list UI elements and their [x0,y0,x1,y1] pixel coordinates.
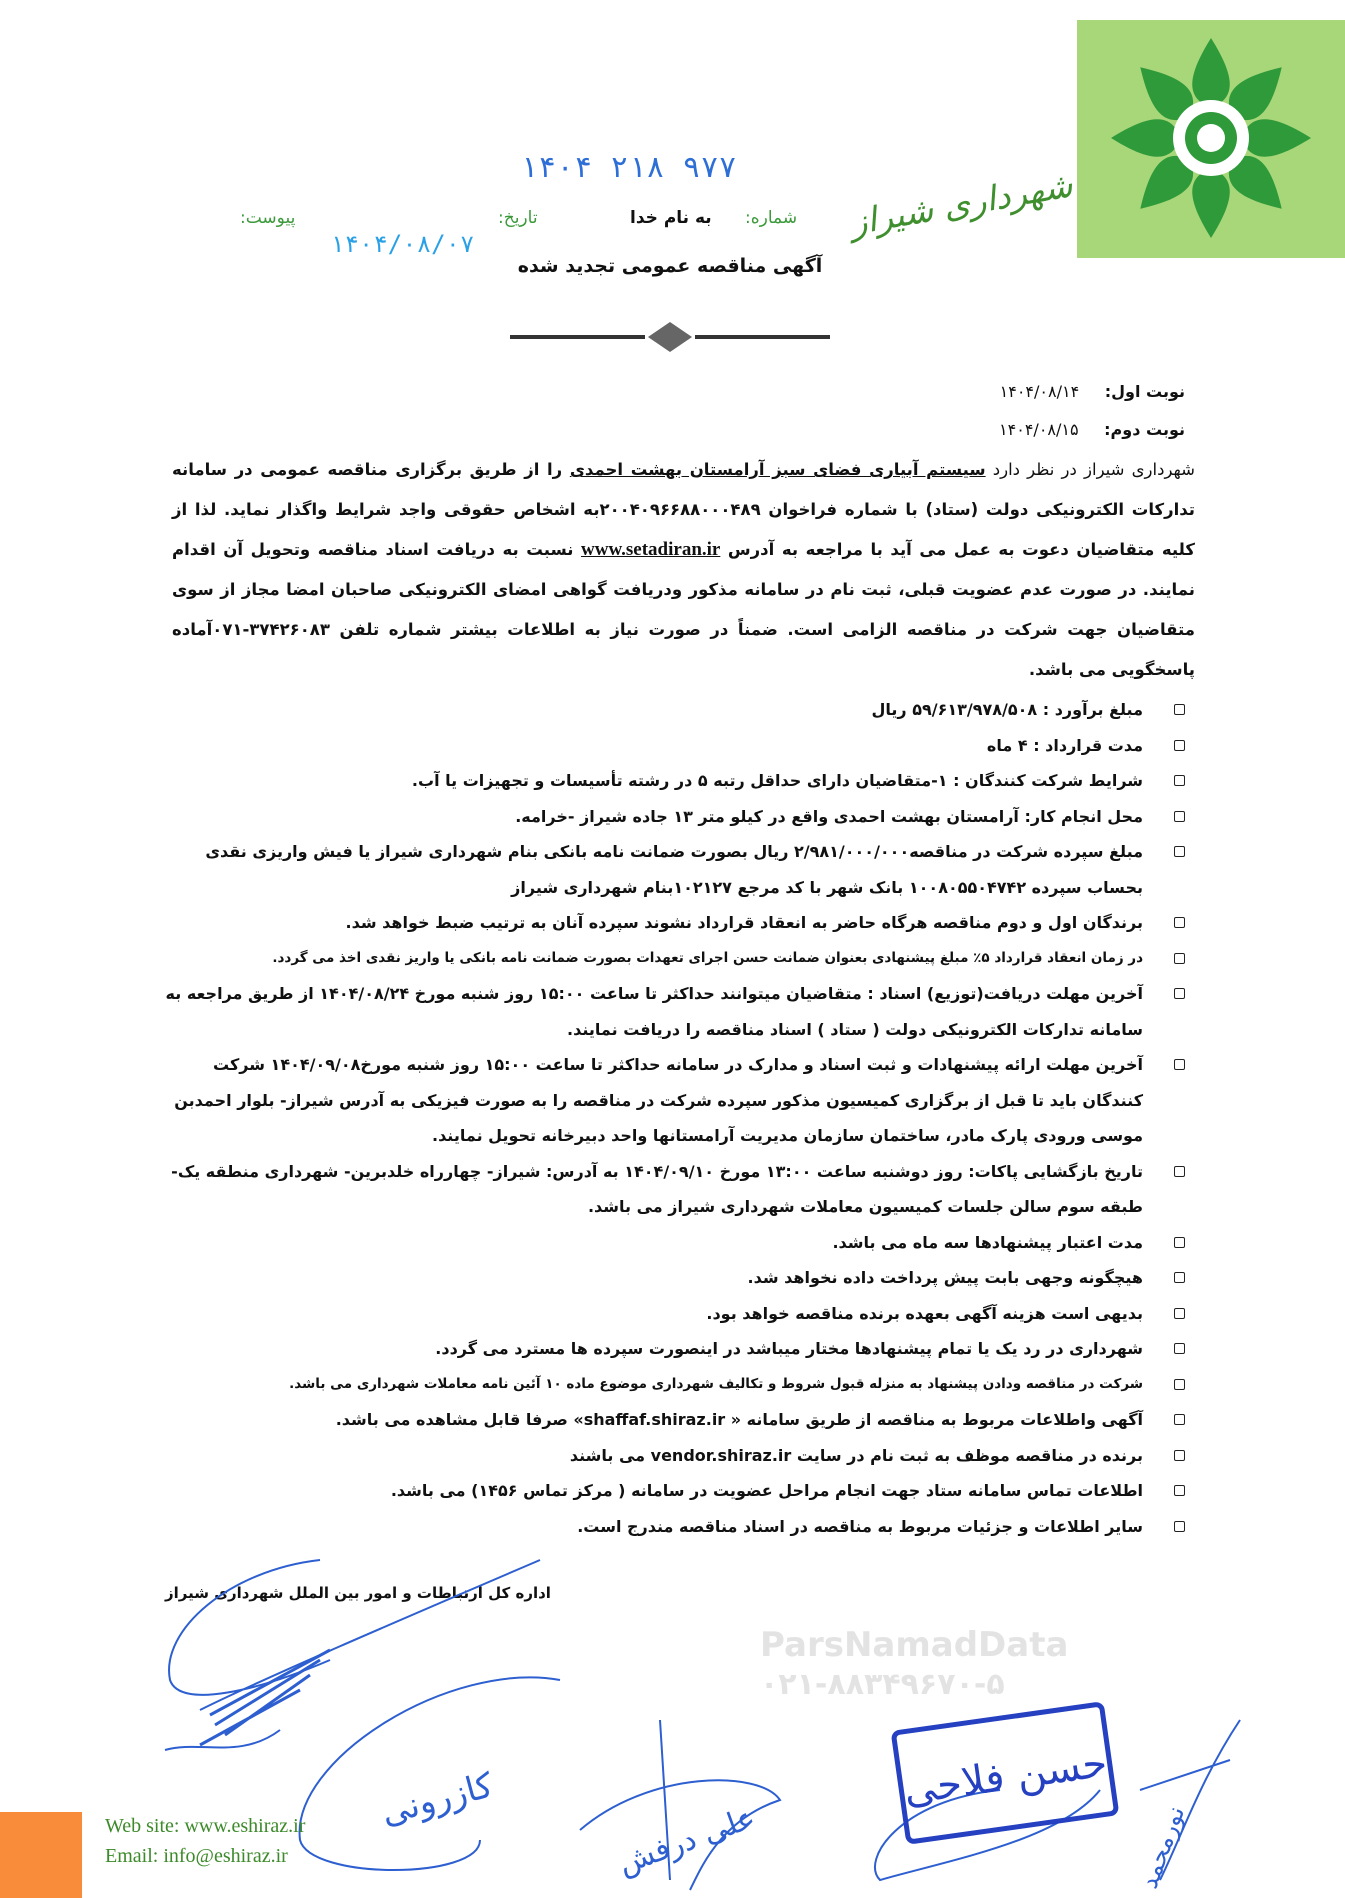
bullet-square-icon [1174,1521,1185,1532]
bullet-square-icon [1174,953,1185,964]
letter-number-handwritten: ۱۴۰۴ ۲۱۸ ۹۷۷ [520,150,737,185]
watermark-phone: ۰۲۱-۸۸۳۴۹۶۷۰-۵ [760,1667,1005,1702]
list-item [165,1438,1195,1474]
number-label: شماره: [745,208,798,228]
second-publication-label: نوبت دوم: [1104,420,1185,439]
list-item [165,1296,1195,1332]
list-item [165,941,1195,977]
bullet-square-icon [1174,1450,1185,1461]
list-item [165,692,1195,728]
list-item [165,1402,1195,1438]
first-publication [1000,382,1185,401]
bullet-square-icon [1174,1379,1185,1390]
list-item-text: محل انجام کار: آرامستان بهشت احمدی واقع در کیلو متر ۱۳ جاده شیراز -خرامه. [515,806,1143,826]
list-item [165,1367,1195,1403]
bullet-square-icon [1174,1414,1185,1425]
list-item-text: آخرین مهلت ارائه پیشنهادات و ثبت اسناد و مدارک در سامانه حداکثر تا ساعت ۱۵:۰۰ روز شنبه مورخ۱۴۰۴/۰۹/۰۸ شرکت کنندگان باید تا قبل از برگزاری کمیسیون مذکور سپرده شرکت در مناقصه را به صورت فیزیکی به آدرس شیراز- بلوار احمدبن موسی ورودی پارک مادر، ساختمان سازمان مدیریت آرامستانها واحد دبیرخانه تحویل نمایند. [174,1055,1143,1145]
bullet-square-icon [1174,1166,1185,1177]
bullet-square-icon [1174,811,1185,822]
list-item-text: شهرداری در رد یک یا تمام پیشنهادها مختار میباشد در اینصورت سپرده ها مسترد می گردد. [435,1339,1143,1358]
list-item-text: اطلاعات تماس سامانه ستاد جهت انجام مراحل عضویت در سامانه ( مرکز تماس ۱۴۵۶) می باشد. [390,1481,1143,1500]
orange-corner-block [0,1812,82,1898]
email-text[interactable]: Email: info@eshiraz.ir [105,1845,288,1867]
setadiran-link[interactable]: www.setadiran.ir [581,539,721,560]
bullet-square-icon [1174,1343,1185,1354]
signature-3 [580,1720,780,1890]
signature-1-text: کازرونی [377,1765,498,1834]
paragraph-text: نسبت به دریافت اسناد مناقصه وتحویل آن اقدام نمایند. در صورت عدم عضویت قبلی، ثبت نام در سامانه مذکور ودریافت گواهی امضای الکترونیکی صاحبان امضا مجاز از سوی متقاضیان جهت شرکت در مناقصه الزامی است. ضمناً در صورت نیاز به اطلاعات بیشتر شماره تلفن ۳۷۴۲۶۰۸۳-۰۷۱آماده پاسخگویی می باشد. [172,540,1195,679]
first-publication-label: نوبت اول: [1104,382,1185,401]
list-item-text: شرکت در مناقصه ودادن پیشنهاد به منزله قبول شروط و تکالیف شهرداری موضوع ماده ۱۰ آئین نامه معاملات شهرداری می باشد. [289,1375,1143,1392]
list-item-text: مبلغ سپرده شرکت در مناقصه۲/۹۸۱/۰۰۰/۰۰۰ ریال بصورت ضمانت نامه بانکی بنام شهرداری شیراز یا فیش واریزی نقدی بحساب سپرده ۱۰۰۸۰۵۵۰۴۷۴۲ بانک شهر با کد مرجع ۱۰۲۱۲۷بنام شهرداری شیراز [205,842,1143,897]
list-item [165,799,1195,835]
bullet-square-icon [1174,988,1185,999]
bismillah: به نام خدا [630,208,712,228]
list-item-text: هیچگونه وجهی بابت پیش پرداخت داده نخواهد شد. [747,1268,1143,1287]
bullet-square-icon [1174,1059,1185,1070]
bullet-square-icon [1174,704,1185,715]
list-item [165,1260,1195,1296]
list-item [165,1047,1195,1154]
list-item [165,1331,1195,1367]
list-item-text: آگهی واطلاعات مربوط به مناقصه از طریق سامانه « shaffaf.shiraz.ir» صرفا قابل مشاهده می باشد. [335,1410,1143,1429]
signature-1-strokes [200,1650,330,1745]
bullet-square-icon [1174,775,1185,786]
list-item-text: در زمان انعقاد قرارداد ۵٪ مبلغ پیشنهادی بعنوان ضمانت حسن اجرای تعهدات بصورت ضمانت نامه بانکی یا واریز نقدی اخذ می گردد. [272,949,1143,966]
list-item [165,1154,1195,1225]
logo [1077,20,1345,258]
bullet-square-icon [1174,1308,1185,1319]
list-item [165,1509,1195,1545]
logo-calligraphy: شهرداری شیراز [847,165,1076,244]
paragraph-text: را از طریق برگزاری مناقصه عمومی در سامانه تدارکات الکترونیکی دولت (ستاد) با شماره فراخوان ۲۰۰۴۰۹۶۶۸۸۰۰۰۴۸۹به اشخاص حقوقی واجد شرایط واگذار نماید. لذا از کلیه متقاضیان دعوت به عمل می آید با مراجعه به آدرس [172,460,1195,559]
date-label: تاریخ: [498,208,538,228]
list-item [165,763,1195,799]
project-name: سیستم آبیاری فضای سبز آرامستان بهشت احمدی [569,460,986,479]
bullet-square-icon [1174,846,1185,857]
flower-logo-icon [1077,20,1345,258]
list-item-text: سایر اطلاعات و جزئیات مربوط به مناقصه در اسناد مناقصه مندرج است. [577,1516,1143,1536]
signature-2-text: علی درفش [613,1800,760,1882]
attachment-label: پیوست: [240,208,296,228]
signature-1 [169,1560,540,1710]
ornament-divider [510,330,830,344]
bullet-square-icon [1174,1237,1185,1248]
watermark-text: ParsNamadData [760,1625,1069,1665]
list-item [165,1225,1195,1261]
list-item-text: برنده در مناقصه موظف به ثبت نام در سایت vendor.shiraz.ir می باشند [569,1445,1143,1465]
list-item-text: بدیهی است هزینه آگهی بعهده برنده مناقصه خواهد بود. [706,1303,1143,1323]
list-item-text: مدت اعتبار پیشنهادها سه ماه می باشد. [832,1232,1143,1252]
date-handwritten: ۱۴۰۴/۰۸/۰۷ [330,230,475,258]
website-text[interactable]: Web site: www.eshiraz.ir [105,1815,306,1837]
page-title: آگهی مناقصه عمومی تجدید شده [517,255,823,277]
bullet-square-icon [1174,740,1185,751]
list-item-text: مبلغ برآورد : ۵۹/۶۱۳/۹۷۸/۵۰۸ ریال [871,700,1143,719]
list-item [165,834,1195,905]
department-name: اداره کل ارتباطات و امور بین الملل شهرداری شیراز [165,1584,551,1602]
bullet-square-icon [1174,1485,1185,1496]
list-item [165,905,1195,941]
list-item-text: آخرین مهلت دریافت(توزیع) اسناد : متقاضیان میتوانند حداکثر تا ساعت ۱۵:۰۰ روز شنبه مورخ ۱۴۰۴/۰۸/۲۴ از طریق مراجعه به سامانه تدارکات الکترونیکی دولت ( ستاد ) اسناد مناقصه را دریافت نمایند. [165,984,1143,1039]
bullet-square-icon [1174,1272,1185,1283]
second-publication-date: ۱۴۰۴/۰۸/۱۵ [999,420,1079,439]
list-item-text: برندگان اول و دوم مناقصه هرگاه حاضر به انعقاد قرارداد نشوند سپرده آنان به ترتیب ضبط خواهد شد. [345,913,1143,932]
stamp-text: حسن فلاحی [901,1739,1111,1814]
list-item-text: مدت قرارداد : ۴ ماه [986,735,1143,755]
list-item-text: تاریخ بازگشایی پاکات: روز دوشنبه ساعت ۱۳:۰۰ مورخ ۱۴۰۴/۰۹/۱۰ به آدرس: شیراز- چهارراه خلدبرین- شهرداری منطقه یک- طبقه سوم سالن جلسات کمیسیون معاملات شهرداری شیراز می باشد. [171,1161,1143,1216]
list-item [165,976,1195,1047]
list-item [165,728,1195,764]
signature-2 [300,1677,560,1870]
second-publication [999,420,1185,439]
bullet-square-icon [1174,917,1185,928]
paragraph-text: شهرداری شیراز در نظر دارد [985,460,1195,479]
signature-3-text: نورمحمد [1134,1802,1191,1893]
intro-paragraph [172,450,1195,690]
conditions-list [165,692,1195,1544]
first-publication-date: ۱۴۰۴/۰۸/۱۴ [999,382,1080,401]
list-item-text: شرایط شرکت کنندگان : ۱-متقاضیان دارای حداقل رتبه ۵ در رشته تأسیسات و تجهیزات یا آب. [411,771,1143,790]
body-flow [165,450,1195,1602]
list-item [165,1473,1195,1509]
